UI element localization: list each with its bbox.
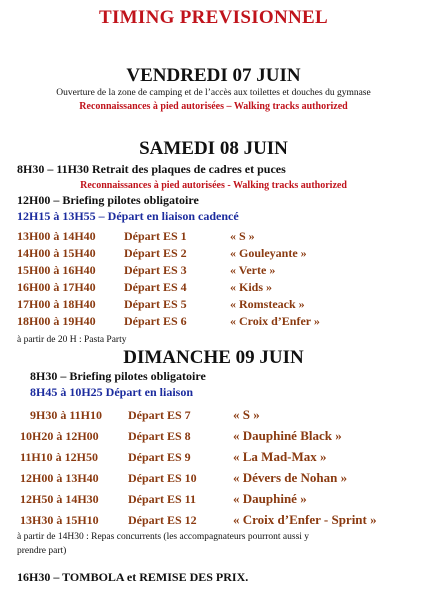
stage-name: « Verte » <box>230 263 276 277</box>
friday-note: Ouverture de la zone de camping et de l’accès aux toilettes et douches du gymnase <box>56 88 371 98</box>
saturday-heading: SAMEDI 08 JUIN <box>139 138 288 159</box>
stage-time: 13H30 à 15H10 <box>20 513 99 527</box>
stage-name: « S » <box>233 407 260 422</box>
stage-time: 15H00 à 16H40 <box>17 263 96 277</box>
meal-note-line1: à partir de 14H30 : Repas concurrents (les accompagnateurs pourront aussi y <box>17 532 310 542</box>
stage-time: 9H30 à 11H10 <box>30 408 103 422</box>
stage-time: 18H00 à 19H40 <box>17 314 96 328</box>
stage-name: « La Mad-Max » <box>233 449 327 464</box>
sunday-heading: DIMANCHE 09 JUIN <box>123 347 304 368</box>
saturday-line1: 8H30 – 11H30 Retrait des plaques de cadres et puces <box>17 162 286 176</box>
stage-name: « Croix d’Enfer - Sprint » <box>233 512 377 527</box>
stage-start: Départ ES 3 <box>124 263 187 277</box>
stage-time: 13H00 à 14H40 <box>17 229 96 243</box>
stage-name: « Dauphiné Black » <box>233 428 342 443</box>
stage-name: « Croix d’Enfer » <box>230 314 320 328</box>
sunday-briefing: 8H30 – Briefing pilotes obligatoire <box>30 369 206 383</box>
stage-time: 14H00 à 15H40 <box>17 246 96 260</box>
stage-time: 10H20 à 12H00 <box>20 429 99 443</box>
stage-start: Départ ES 6 <box>124 314 187 328</box>
stage-start: Départ ES 7 <box>128 408 191 422</box>
stage-name: « Dévers de Nohan » <box>233 470 348 485</box>
stage-start: Départ ES 8 <box>128 429 191 443</box>
page-title: TIMING PREVISIONNEL <box>99 7 328 28</box>
saturday-reco: Reconnaissances à pied autorisées - Walking tracks authorized <box>80 180 347 191</box>
saturday-briefing: 12H00 – Briefing pilotes obligatoire <box>17 193 199 207</box>
stage-start: Départ ES 9 <box>128 450 191 464</box>
stage-start: Départ ES 12 <box>128 513 197 527</box>
stage-start: Départ ES 1 <box>124 229 187 243</box>
meal-note-line2: prendre part) <box>17 546 67 556</box>
stage-name: « Gouleyante » <box>230 246 307 260</box>
stage-start: Départ ES 10 <box>128 471 197 485</box>
stage-name: « Romsteack » <box>230 297 305 311</box>
pasta-party-note: à partir de 20 H : Pasta Party <box>17 335 127 345</box>
stage-time: 11H10 à 12H50 <box>20 450 99 464</box>
stage-time: 17H00 à 18H40 <box>17 297 96 311</box>
sunday-liaison: 8H45 à 10H25 Départ en liaison <box>30 385 194 399</box>
stage-start: Départ ES 2 <box>124 246 187 260</box>
stage-start: Départ ES 5 <box>124 297 187 311</box>
stage-start: Départ ES 4 <box>124 280 187 294</box>
stage-start: Départ ES 11 <box>128 492 197 506</box>
stage-time: 12H50 à 14H30 <box>20 492 99 506</box>
tombola-line: 16H30 – TOMBOLA et REMISE DES PRIX. <box>17 570 249 584</box>
stage-time: 12H00 à 13H40 <box>20 471 99 485</box>
stage-name: « S » <box>230 229 255 243</box>
friday-reco: Reconnaissances à pied autorisées – Walking tracks authorized <box>79 101 348 112</box>
saturday-liaison: 12H15 à 13H55 – Départ en liaison cadencé <box>17 209 239 223</box>
stage-name: « Dauphiné » <box>233 491 307 506</box>
stage-name: « Kids » <box>230 280 273 294</box>
stage-time: 16H00 à 17H40 <box>17 280 96 294</box>
friday-heading: VENDREDI 07 JUIN <box>126 65 301 86</box>
